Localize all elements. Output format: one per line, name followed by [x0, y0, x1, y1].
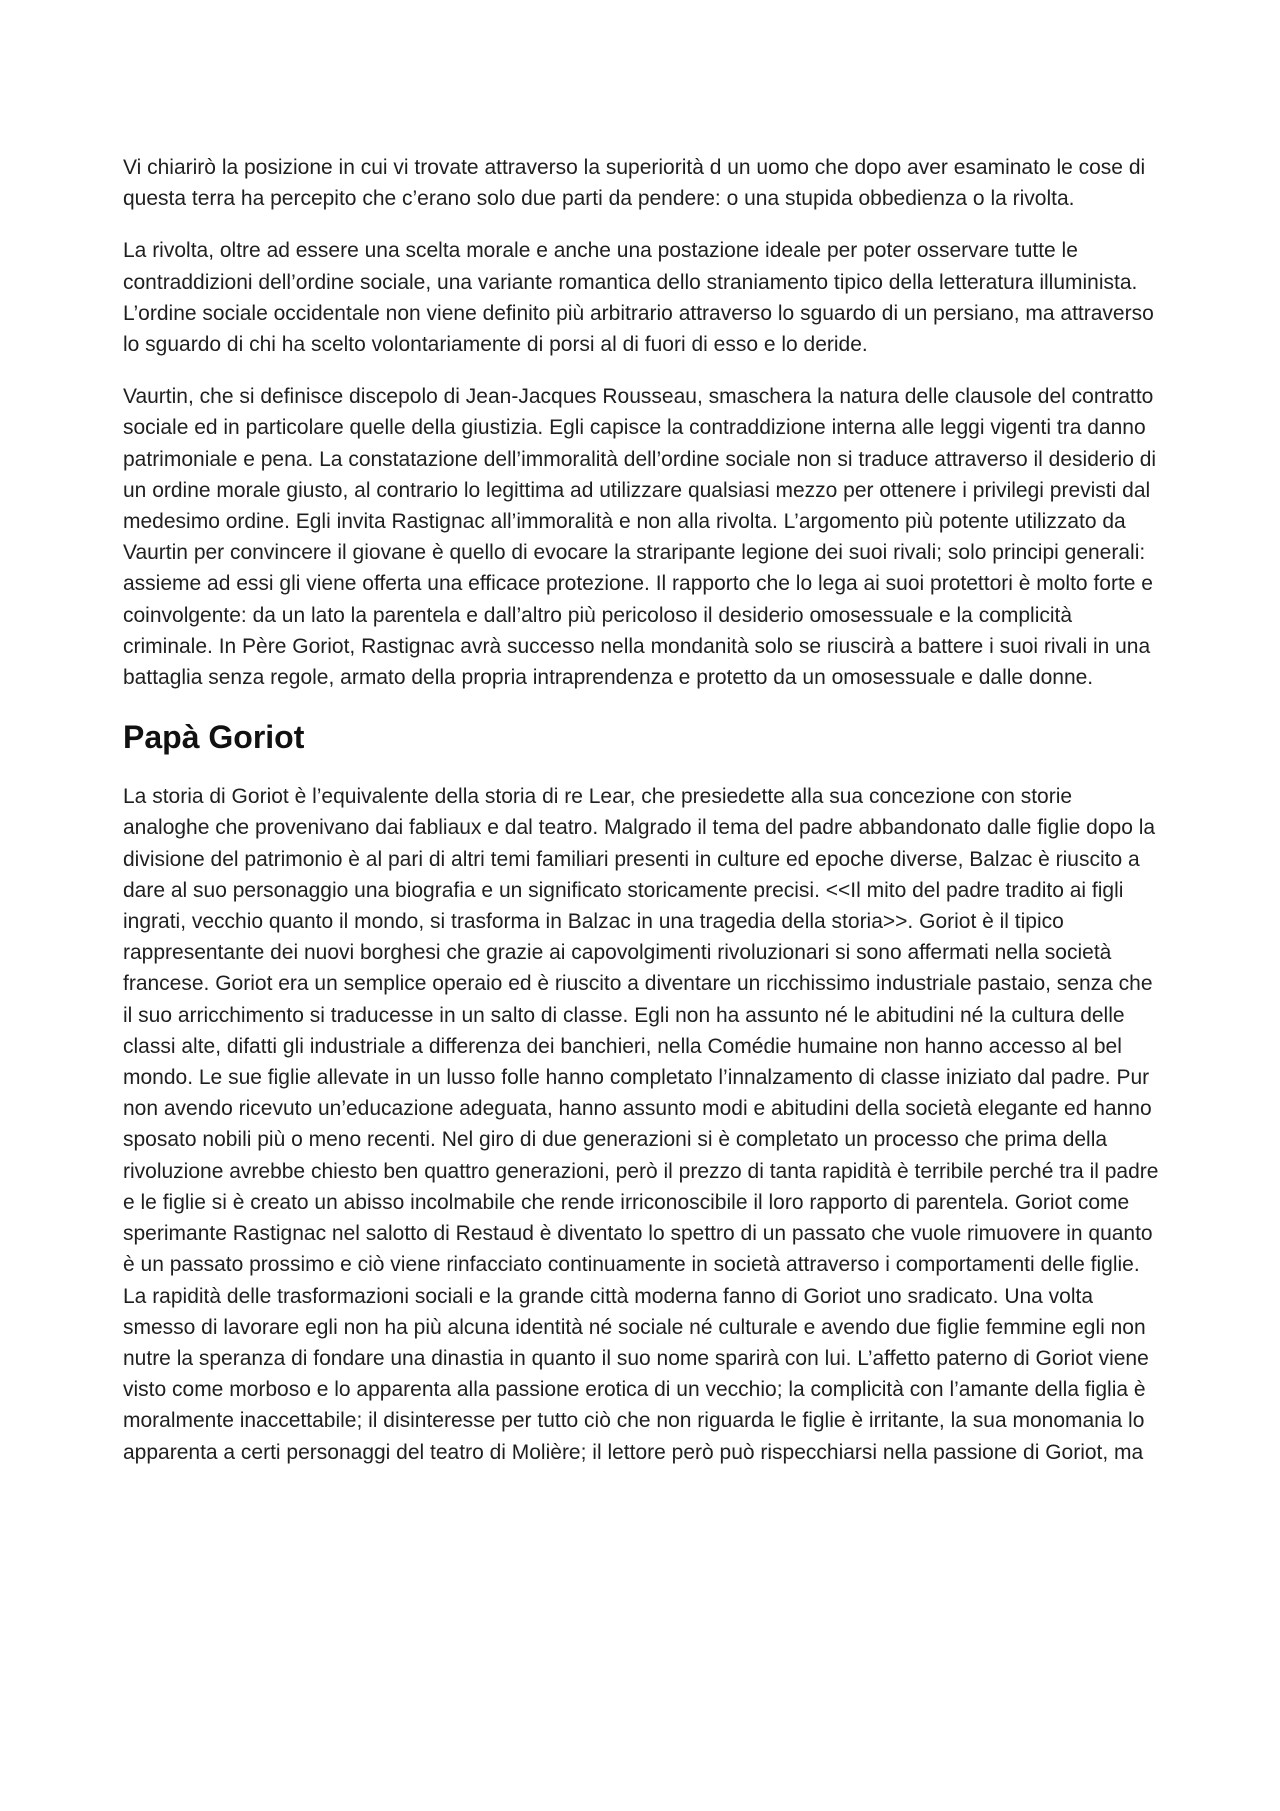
paragraph-goriot-story: La storia di Goriot è l’equivalente della storia di re Lear, che presiedette alla sua concezione con storie analoghe che provenivano dai fabliaux e dal teatro. Malgrado il tema del padre abbandonato dalle figlie dopo la divisione del patrimonio è al pari di altri temi familiari presenti in culture ed epoche diverse, Balzac è riuscito a dare al suo personaggio una biografia e un significato storicamente precisi. <<Il mito del padre tradito ai figli ingrati, vecchio quanto il mondo, si trasforma in Balzac in una tragedia della storia>>. Goriot è il tipico rappresentante dei nuovi borghesi che grazie ai capovolgimenti rivoluzionari si sono affermati nella società francese. Goriot era un semplice operaio ed è riuscito a diventare un ricchissimo industriale pastaio, senza che il suo arricchimento si traducesse in un salto di classe. Egli non ha assunto né le abitudini né la cultura delle classi alte, difatti gli industriale a differenza dei banchieri, nella Comédie humaine non hanno accesso al bel mondo. Le sue figlie allevate in un lusso folle hanno completato l’innalzamento di classe iniziato dal padre. Pur non avendo ricevuto un’educazione adeguata, hanno assunto modi e abitudini della società elegante ed hanno sposato nobili più o meno recenti. Nel giro di due generazioni si è completato un processo che prima della rivoluzione avrebbe chiesto ben quattro generazioni, però il prezzo di tanta rapidità è terribile perché tra il padre e le figlie si è creato un abisso incolmabile che rende irriconoscibile il loro rapporto di parentela. Goriot come sperimante Rastignac nel salotto di Restaud è diventato lo spettro di un passato che vuole rimuovere in quanto è un passato prossimo e ciò viene rinfacciato continuamente in società attraverso i comportamenti delle figlie. La rapidità delle trasformazioni sociali e la grande città moderna fanno di Goriot uno sradicato. Una volta smesso di lavorare egli non ha più alcuna identità né sociale né culturale e avendo due figlie femmine egli non nutre la speranza di fondare una dinastia in quanto il suo nome sparirà con lui. L’affetto paterno di Goriot viene visto come morboso e lo apparenta alla passione erotica di un vecchio; la complicità con l’amante della figlia è moralmente inaccettabile; il disinteresse per tutto ciò che non riguarda le figlie è irritante, la sua monomania lo apparenta a certi personaggi del teatro di Molière; il lettore però può rispecchiarsi nella passione di Goriot, ma: [123, 785, 1159, 1464]
paragraph-revolt-choice: Vi chiarirò la posizione in cui vi trovate attraverso la superiorità d un uomo che dopo aver esaminato le cose di questa terra ha percepito che c’erano solo due parti da pendere: o una stupida obbedienza o la rivolta.: [123, 156, 1146, 211]
section-heading-papa-goriot: Papà Goriot: [123, 719, 305, 756]
paragraph-revolt-observation: La rivolta, oltre ad essere una scelta morale e anche una postazione ideale per poter osservare tutte le contraddizioni dell’ordine sociale, una variante romantica dello straniamento tipico della letteratura illuminista. L’ordine sociale occidentale non viene definito più arbitrario attraverso lo sguardo di un persiano, ma attraverso lo sguardo di chi ha scelto volontariamente di porsi al di fuori di esso e lo deride.: [123, 239, 1154, 357]
document-body: [123, 152, 1163, 1468]
paragraph-vautrin: Vaurtin, che si definisce discepolo di Jean-Jacques Rousseau, smaschera la natura delle clausole del contratto sociale ed in particolare quelle della giustizia. Egli capisce la contraddizione interna alle leggi vigenti tra danno patrimoniale e pena. La constatazione dell’immoralità dell’ordine sociale non si traduce attraverso il desiderio di un ordine morale giusto, al contrario lo legittima ad utilizzare qualsiasi mezzo per ottenere i privilegi previsti dal medesimo ordine. Egli invita Rastignac all’immoralità e non alla rivolta. L’argomento più potente utilizzato da Vaurtin per convincere il giovane è quello di evocare la straripante legione dei suoi rivali; solo principi generali: assieme ad essi gli viene offerta una efficace protezione. Il rapporto che lo lega ai suoi protettori è molto forte e coinvolgente: da un lato la parentela e dall’altro più pericoloso il desiderio omosessuale e la complicità criminale. In Père Goriot, Rastignac avrà successo nella mondanità solo se riuscirà a battere i suoi rivali in una battaglia senza regole, armato della propria intraprendenza e protetto da un omosessuale e dalle donne.: [123, 385, 1157, 690]
